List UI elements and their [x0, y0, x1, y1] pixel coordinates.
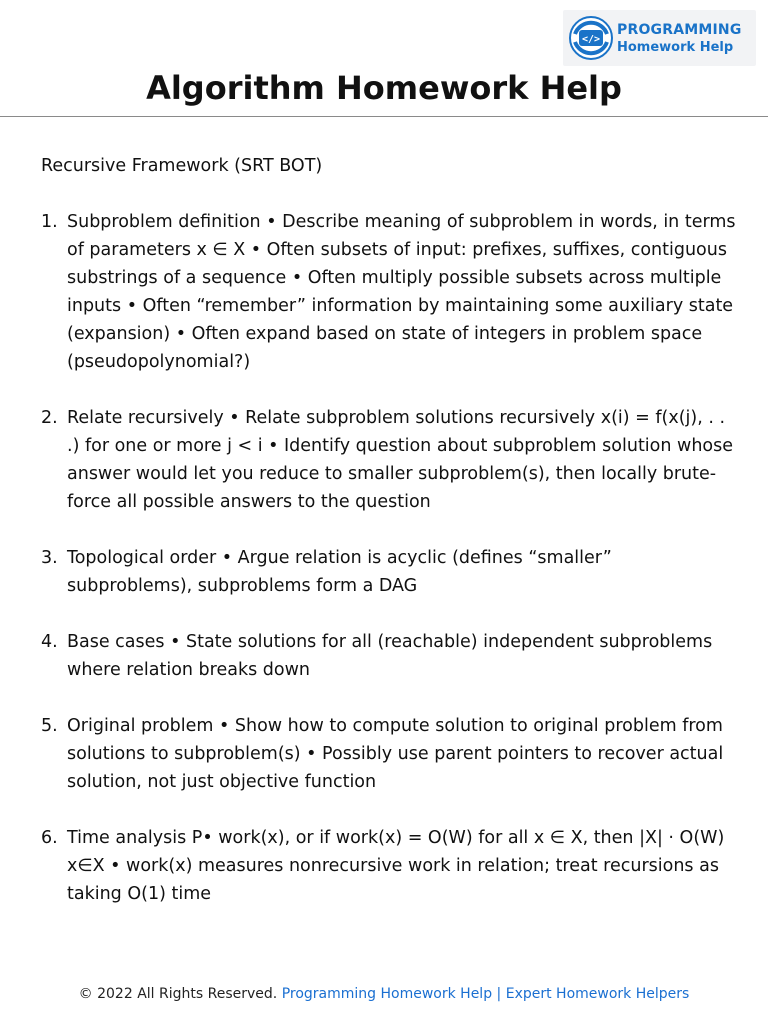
section-heading: Recursive Framework (SRT BOT)	[41, 156, 323, 176]
list-item-text: Time analysis P• work(x), or if work(x) = O(W) for all x ∈ X, then |X| · O(W) x∈X • work(x) measures nonrecursive work in relation; treat recursions as taking O(1) time	[67, 828, 725, 904]
list-item	[41, 544, 741, 600]
list-item	[41, 628, 741, 684]
list-item-text: Original problem • Show how to compute solution to original problem from solutions to subproblem(s) • Possibly use parent pointers to recover actual solution, not just objective function	[67, 716, 724, 792]
list-item-text: Base cases • State solutions for all (reachable) independent subproblems where relation breaks down	[67, 632, 713, 680]
title-divider	[0, 116, 768, 117]
list-item-number: 4.	[41, 632, 58, 652]
logo-line-1: PROGRAMMING	[617, 22, 742, 38]
list-item-number: 6.	[41, 828, 58, 848]
svg-text:</>: </>	[581, 34, 601, 45]
list-item-number: 1.	[41, 212, 58, 232]
page-footer	[0, 983, 768, 1005]
footer-separator: |	[496, 986, 502, 1002]
page-title: Algorithm Homework Help	[146, 69, 622, 107]
document-body	[41, 152, 741, 936]
list-item-text: Topological order • Argue relation is acyclic (defines “smaller” subproblems), subproblems form a DAG	[67, 548, 612, 596]
list-item	[41, 712, 741, 796]
list-item-number: 3.	[41, 548, 58, 568]
footer-link-expert-homework-helpers[interactable]: Expert Homework Helpers	[505, 986, 690, 1002]
logo-line-2: Homework Help	[617, 40, 734, 55]
brand-logo[interactable]	[563, 10, 756, 66]
list-item	[41, 824, 741, 908]
list-item	[41, 404, 741, 516]
list-item-text: Relate recursively • Relate subproblem solutions recursively x(i) = f(x(j), . . .) for one or more j < i • Identify question about subproblem solution whose answer would let you reduce to smaller subproblem(s), then locally brute-force all possible answers to the question	[67, 408, 734, 512]
footer-copyright: © 2022 All Rights Reserved.	[78, 986, 278, 1002]
logo-text	[617, 21, 742, 57]
list-item-text: Subproblem definition • Describe meaning of subproblem in words, in terms of parameters x ∈ X • Often subsets of input: prefixes, suffixes, contiguous substrings of a sequence • Often multiply possible subsets across multiple inputs • Often “remember” information by maintaining some auxiliary state (expansion) • Often expand based on state of integers in problem space (pseudopolynomial?)	[67, 212, 736, 372]
footer-link-programming-homework-help[interactable]: Programming Homework Help	[281, 986, 493, 1002]
code-brackets-icon	[569, 16, 613, 60]
list-item-number: 2.	[41, 408, 58, 428]
list-item-number: 5.	[41, 716, 58, 736]
list-item	[41, 208, 741, 376]
